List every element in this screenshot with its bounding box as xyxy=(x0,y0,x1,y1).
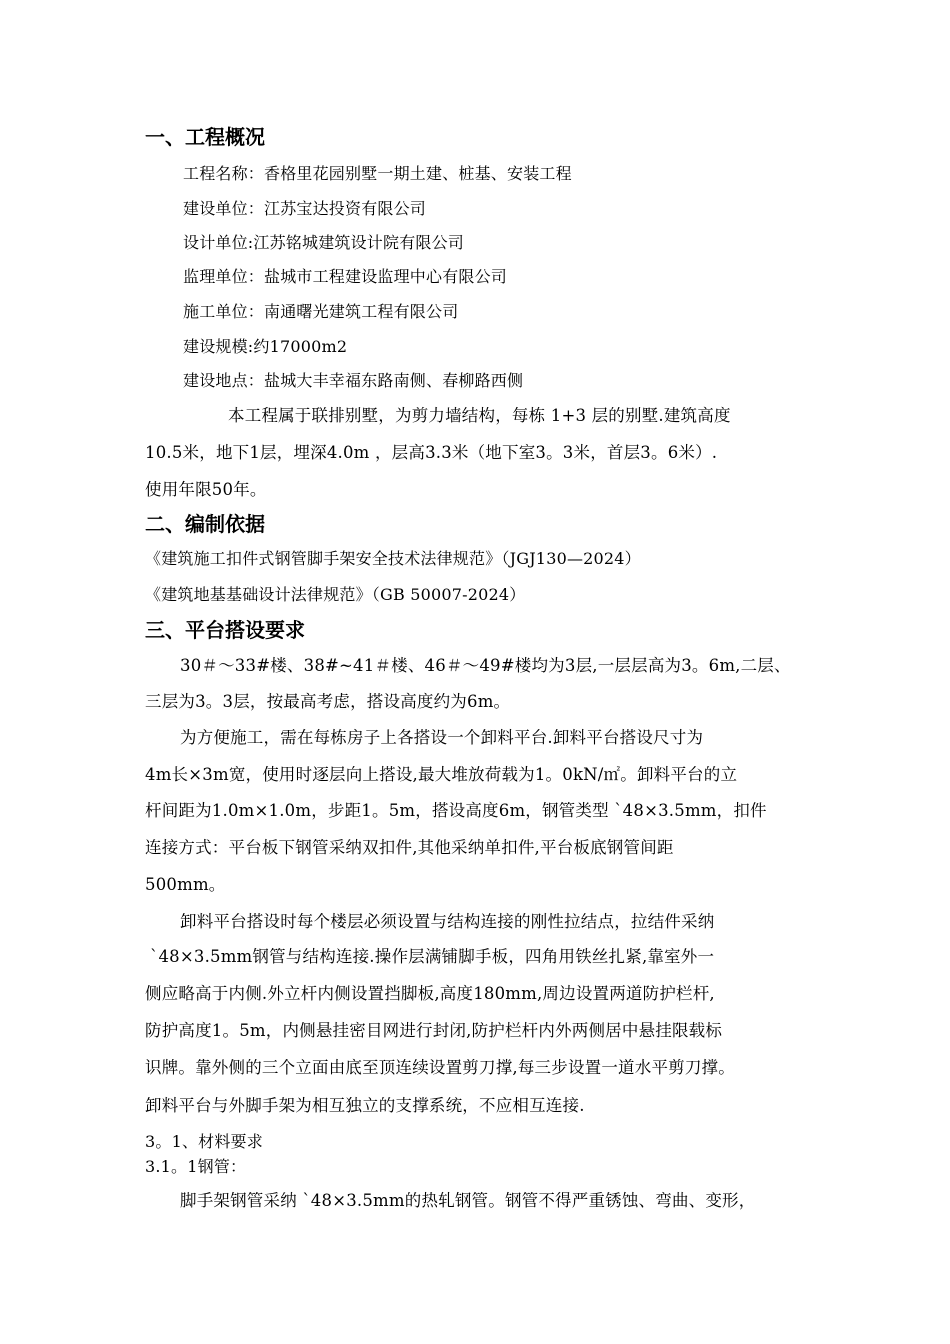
field-scale: 建设规模:约17000m2 xyxy=(183,337,348,356)
field-owner: 建设单位：江苏宝达投资有限公司 xyxy=(183,199,427,218)
platform-paragraph-line: 侧应略高于内侧.外立杆内侧设置挡脚板,高度180mm,周边设置两道防护栏杆, xyxy=(145,984,715,1003)
platform-paragraph-line: 识牌。靠外侧的三个立面由底至顶连续设置剪刀撑,每三步设置一道水平剪刀撑。 xyxy=(145,1058,735,1077)
field-contractor: 施工单位：南通曙光建筑工程有限公司 xyxy=(183,302,459,321)
platform-paragraph-line: 500mm。 xyxy=(145,875,226,894)
platform-paragraph-line: 杆间距为1.0m×1.0m，步距1。5m，搭设高度6m，钢管类型 `48×3.5mm，扣件 xyxy=(145,801,767,820)
field-project-name: 工程名称：香格里花园别墅一期土建、桩基、安装工程 xyxy=(183,164,572,183)
field-designer: 设计单位:江苏铭城建筑设计院有限公司 xyxy=(183,233,464,252)
platform-paragraph-line: 三层为3。3层，按最高考虑，搭设高度约为6m。 xyxy=(145,692,511,711)
reference-item: 《建筑施工扣件式钢管脚手架安全技术法律规范》（JGJ130—2024） xyxy=(145,549,641,568)
overview-paragraph-line: 10.5米，地下1层，埋深4.0m ，层高3.3米（地下室3。3米，首层3。6米）. xyxy=(145,443,718,462)
field-supervisor: 监理单位：盐城市工程建设监理中心有限公司 xyxy=(183,267,508,286)
section-heading-basis: 二、编制依据 xyxy=(145,512,265,536)
platform-paragraph-line: `48×3.5mm钢管与结构连接.操作层满铺脚手板，四角用铁丝扎紧,靠室外一 xyxy=(150,947,715,966)
field-location: 建设地点：盐城大丰幸福东路南侧、春柳路西侧 xyxy=(183,371,524,390)
subheading-steel-pipe: 3.1。1钢管： xyxy=(145,1157,247,1176)
overview-paragraph-line: 使用年限50年。 xyxy=(145,480,267,499)
section-heading-overview: 一、工程概况 xyxy=(145,125,265,149)
material-paragraph-line: 脚手架钢管采纳 `48×3.5mm的热轧钢管。钢管不得严重锈蚀、弯曲、变形， xyxy=(180,1191,756,1210)
subheading-material: 3。1、材料要求 xyxy=(145,1132,263,1151)
platform-paragraph-line: 为方便施工，需在每栋房子上各搭设一个卸料平台.卸料平台搭设尺寸为 xyxy=(180,728,704,747)
overview-paragraph-line: 本工程属于联排别墅，为剪力墙结构，每栋 1+3 层的别墅.建筑高度 xyxy=(228,406,731,425)
platform-paragraph-line: 30＃～33#楼、38#~41＃楼、46＃～49#楼均为3层,一层层高为3。6m,二层、 xyxy=(180,656,791,675)
section-heading-platform: 三、平台搭设要求 xyxy=(145,618,305,642)
platform-paragraph-line: 卸料平台与外脚手架为相互独立的支撑系统，不应相互连接. xyxy=(145,1096,585,1115)
platform-paragraph-line: 连接方式：平台板下钢管采纳双扣件,其他采纳单扣件,平台板底钢管间距 xyxy=(145,838,674,857)
reference-item: 《建筑地基基础设计法律规范》（GB 50007-2024） xyxy=(145,585,526,604)
platform-paragraph-line: 4m长×3m宽，使用时逐层向上搭设,最大堆放荷载为1。0kN/㎡。卸料平台的立 xyxy=(145,765,738,784)
platform-paragraph-line: 卸料平台搭设时每个楼层必须设置与结构连接的刚性拉结点，拉结件采纳 xyxy=(180,912,715,931)
platform-paragraph-line: 防护高度1。5m，内侧悬挂密目网进行封闭,防护栏杆内外两侧居中悬挂限载标 xyxy=(145,1021,723,1040)
